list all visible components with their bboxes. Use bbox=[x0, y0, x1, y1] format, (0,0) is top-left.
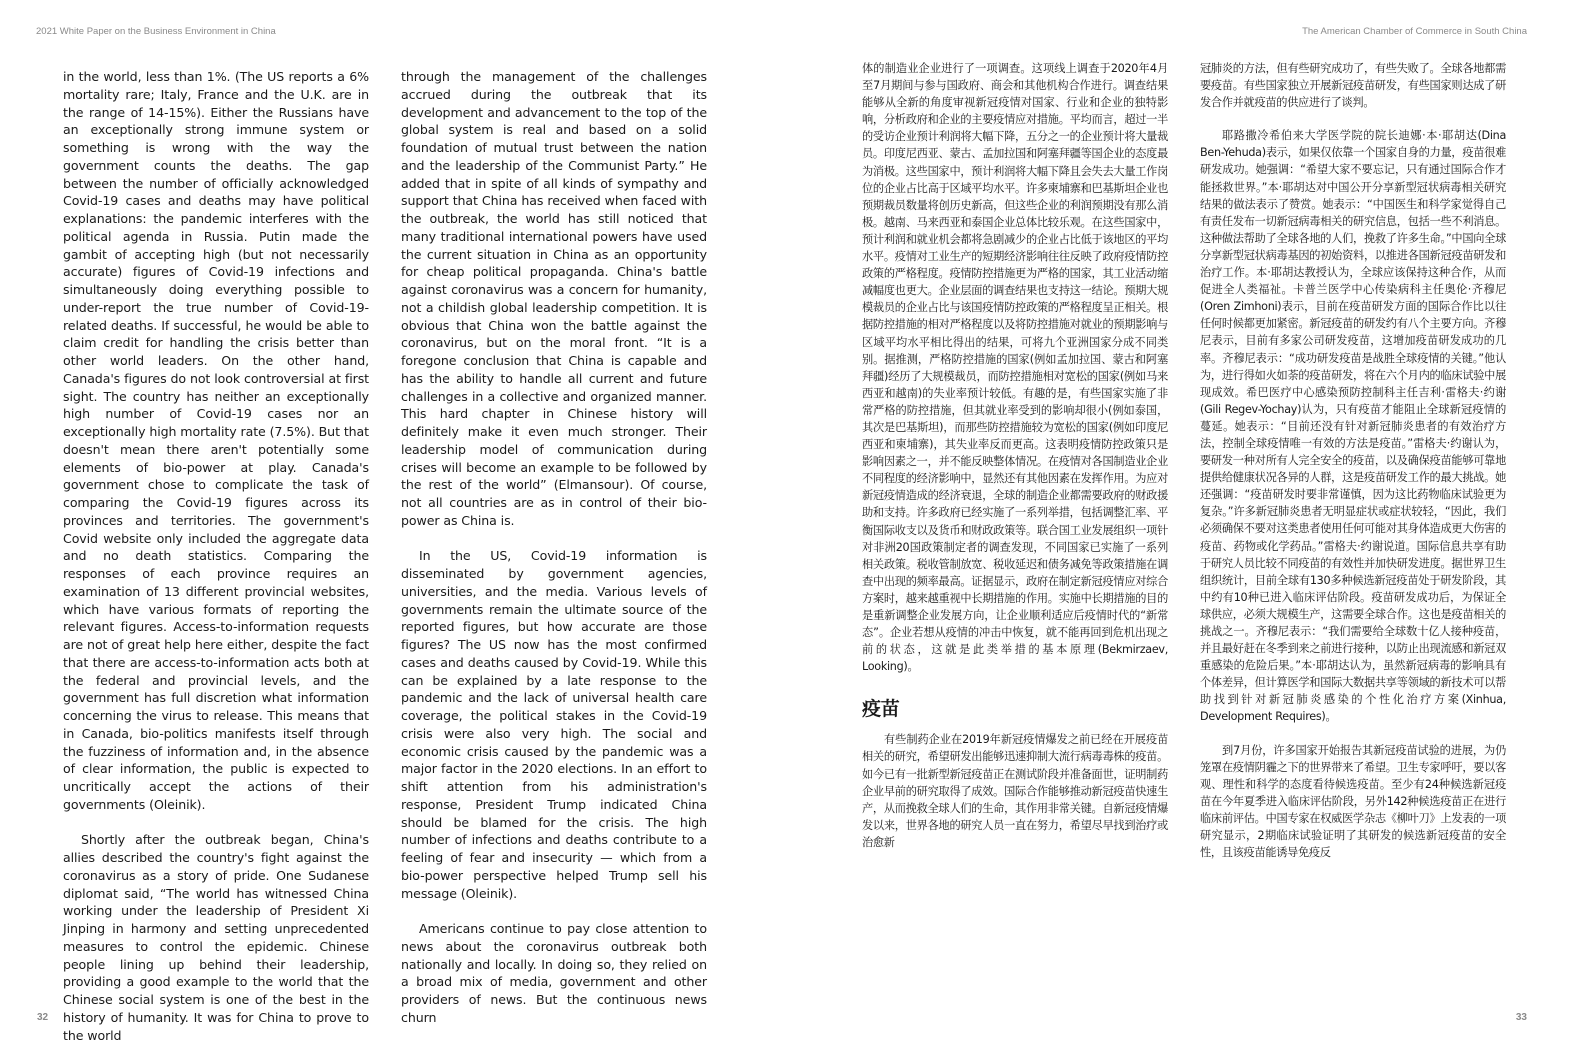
paragraph: 冠肺炎的方法，但有些研究成功了，有些失败了。全球各地都需要疫苗。有些国家独立开展新冠疫苗研发，有些国家则达成了研发合作并就疫苗的供应进行了谈判。 bbox=[1200, 62, 1506, 110]
paragraph: 到7月份，许多国家开始报告其新冠疫苗试验的进展，为仍笼罩在疫情阴霾之下的世界带来了希望。卫生专家呼吁，要以客观、理性和科学的态度看待候选疫苗。至少有24种候选新冠疫苗在今年夏季进入临床评估阶段，另外142种候选疫苗正在进行临床前评估。中国专家在权威医学杂志《柳叶刀》上发表的一项研究显示，2期临床试验证明了其研发的候选新冠疫苗的安全性，且该疫苗能诱导免疫反 bbox=[1200, 743, 1506, 860]
page-number-left: 32 bbox=[37, 1012, 49, 1023]
right-page-column-1 bbox=[862, 60, 1168, 975]
page-number-right: 33 bbox=[1515, 1012, 1527, 1023]
left-page-column-2 bbox=[401, 68, 707, 1025]
section-heading: 疫苗 bbox=[862, 698, 900, 721]
paragraph: in the world, less than 1%. (The US reports a 6% mortality rare; Italy, France and the U.K. are in the range of 14-15%). Either the Russians have an exceptionally strong immune system or something is wrong with the way the government counts the deaths. The gap between the number of officially acknowledged Covid-19 cases and deaths may have political explanations: the pandemic interferes with the political agenda in Russia. Putin made the gambit of accepting high (but not necessarily accurate) figures of Covid-19 infections and simultaneously doing everything possible to under-report the true number of Covid-19-related deaths. If successful, he would be able to claim credit for handling the crisis better than other world leaders. On the other hand, Canada's figures do not look controversial at first sight. The country has neither an exceptionally high number of Covid-19 cases nor an exceptionally high mortality rate (7.5%). But that doesn't mean there aren't potentially some elements of bio-power at play. Canada's government chose to complicate the task of comparing the Covid-19 figures across its provinces and territories. The government's Covid website only included the aggregate data and no death statistics. Comparing the responses of each province requires an examination of 13 different provincial websites, which have various formats of reporting the relevant figures. Access-to-information requests are not of great help here either, despite the fact that there are access-to-information acts both at the federal and provincial levels, and the government has full discretion what information concerning the virus to release. This means that in Canada, bio-politics manifests itself through the fuzziness of information and, in the absence of clear information, the public is expected to uncritically accept the actions of their governments (Oleinik). bbox=[63, 69, 369, 812]
paragraph: Americans continue to pay close attention to news about the coronavirus outbreak both nationally and locally. In doing so, they relied on a broad mix of media, government and other providers of news. But the continuous news churn bbox=[401, 921, 707, 1025]
paragraph: 体的制造业企业进行了一项调查。这项线上调查于2020年4月至7月期间与参与国政府、商会和其他机构合作进行。调查结果能够从全新的角度审视新冠疫情对国家、行业和企业的独特影响，分析政府和企业的主要疫情应对措施。平均而言，超过一半的受访企业预计利润将大幅下降，五分之一的企业预计将大量裁员。印度尼西亚、蒙古、孟加拉国和阿塞拜疆等国企业的态度最为消极。这些国家中，预计利润将大幅下降且会失去大量工作岗位的企业占比高于区域平均水平。许多柬埔寨和巴基斯坦企业也预期裁员数量将创历史新高，但这些企业的利润预期没有那么消极。越南、马来西亚和泰国企业总体比较乐观。在这些国家中，预计利润和就业机会都将急剧减少的企业占比低于该地区的平均水平。疫情对工业生产的短期经济影响往往反映了政府疫情防控政策的严格程度。疫情防控措施更为严格的国家，其工业活动缩减幅度也更大。企业层面的调查结果也支持这一结论。预期大规模裁员的企业占比与该国疫情防控政策的严格程度呈正相关。根据防控措施的相对严格程度以及将防控措施对就业的预期影响与区域平均水平相比得出的结果，可将九个亚洲国家分成不同类别。据推测，严格防控措施的国家(例如孟加拉国、蒙古和阿塞拜疆)经历了大规模裁员，而防控措施相对宽松的国家(例如马来西亚和越南)的失业率预计较低。有趣的是，有些国家实施了非常严格的防控措施，但其就业率受到的影响却很小(例如泰国，其次是巴基斯坦)，而那些防控措施较为宽松的国家(例如印度尼西亚和柬埔寨)，其失业率反而更高。这表明疫情防控政策只是影响因素之一，并不能反映整体情况。在疫情对各国制造业企业不同程度的经济影响中，显然还有其他因素在发挥作用。为应对新冠疫情造成的经济衰退，全球的制造企业都需要政府的财政援助和支持。许多政府已经实施了一系列举措，包括调整汇率、平衡国际收支以及货币和财政政策等。联合国工业发展组织一项针对非洲20国政策制定者的调查发现，不同国家已实施了一系列相关政策。税收管制放宽、税收延迟和债务减免等政策措施在调查中出现的频率最高。证据显示，政府在制定新冠疫情应对综合方案时，越来越重视中长期措施的作用。实施中长期措施的目的是重新调整企业发展方向，让企业顺利适应后疫情时代的“新常态”。企业若想从疫情的冲击中恢复，就不能再回到危机出现之前的状态，这就是此类举措的基本原理(Bekmirzaev, Looking)。 bbox=[862, 62, 1168, 674]
paragraph: 耶路撒冷希伯来大学医学院的院长迪娜·本·耶胡达(Dina Ben-Yehuda)表示，如果仅依靠一个国家自身的力量，疫苗很难研发成功。她强调：“希望大家不要忘记，只有通过国际合作才能拯救世界。”本·耶胡达对中国公开分享新型冠状病毒相关研究结果的做法表示了赞赏。她表示：“中国医生和科学家觉得自己有责任发布一切新冠病毒相关的研究信息，包括一些不利消息。这种做法帮助了全球各地的人们，挽救了许多生命。”中国向全球分享新型冠状病毒基因的初始资料，以推进各国新冠疫苗研发和治疗工作。本·耶胡达教授认为，全球应该保持这种合作，从而促进全人类福祉。卡普兰医学中心传染病科主任奥伦·齐穆尼(Oren Zimhoni)表示，目前在疫苗研发方面的国际合作比以往任何时候都更加紧密。新冠疫苗的研发约有八个主要方向。齐穆尼表示，目前有多家公司研发疫苗，这增加疫苗研发成功的几率。齐穆尼表示：“成功研发疫苗是战胜全球疫情的关键。”他认为，进行得如火如荼的疫苗研发，将在六个月内的临床试验中展现成效。希巴医疗中心感染预防控制科主任吉利·雷格夫·约谢(Gili Regev-Yochay)认为，只有疫苗才能阻止全球新冠疫情的蔓延。她表示：“目前还没有针对新冠肺炎患者的有效治疗方法，控制全球疫情唯一有效的方法是疫苗。”雷格夫·约谢认为，要研发一种对所有人完全安全的疫苗，以及确保疫苗能够可靠地提供给健康状况各异的人群，这是疫苗研发工作的最大挑战。她还强调：“疫苗研发时要非常谨慎，因为这比药物临床试验更为复杂。”许多新冠肺炎患者无明显症状或症状较轻，“因此，我们必须确保不要对这类患者使用任何可能对其身体造成更大伤害的疫苗、药物或化学药品。”雷格夫·约谢说道。国际信息共享有助于研究人员比较不同疫苗的有效性并加快研发进度。据世界卫生组织统计，目前全球有130多种候选新冠疫苗处于研发阶段，其中约有10种已进入临床评估阶段。疫苗研发成功后，为保证全球供应，必须大规模生产，这需要全球合作。这也是疫苗相关的挑战之一。齐穆尼表示：“我们需要给全球数十亿人接种疫苗，并且最好赶在冬季到来之前进行接种，以防止出现流感和新冠双重感染的危险后果。”本·耶胡达认为，虽然新冠病毒的影响具有个体差异，但计算医学和国际大数据共享等领域的新技术可以帮助找到针对新冠肺炎感染的个性化治疗方案(Xinhua, Development Requires)。 bbox=[1200, 129, 1506, 724]
header-right-title: The American Chamber of Commerce in South China bbox=[1302, 26, 1527, 37]
paragraph: through the management of the challenges accrued during the outbreak that its development and advancement to the top of the global system is real and based on a solid foundation of mutual trust between the nation and the leadership of the Communist Party.” He added that in spite of all kinds of sympathy and support that China has received when faced with the outbreak, the world has still noticed that many traditional international powers have used the current situation in China as an opportunity for cheap political propaganda. China's battle against coronavirus was a concern for humanity, not a childish global leadership competition. It is obvious that China won the battle against the coronavirus, but on the moral front. “It is a foregone conclusion that China is capable and has the ability to handle all current and future challenges in a collective and organized manner. This hard chapter in Chinese history will definitely make it even much stronger. Their leadership model of communication during crises will become an example to be followed by the rest of the world” (Elmansour). Of course, not all countries are as in control of their bio-power as China is. bbox=[401, 69, 707, 528]
paragraph: Shortly after the outbreak began, China's allies described the country's fight against the coronavirus as a story of pride. One Sudanese diplomat said, “The world has witnessed China working under the leadership of President Xi Jinping in harmony and setting unprecedented measures to control the epidemic. Chinese people lining up behind their leadership, providing a good example to the world that the Chinese social system is one of the best in the history of humanity. It was for China to prove to the world bbox=[63, 832, 369, 1043]
header-left-title: 2021 White Paper on the Business Environment in China bbox=[36, 26, 276, 37]
left-page-column-1 bbox=[63, 68, 369, 1043]
right-page-column-2 bbox=[1200, 60, 1506, 975]
paragraph: 有些制药企业在2019年新冠疫情爆发之前已经在开展疫苗相关的研究，希望研发出能够迅速抑制大流行病毒毒株的疫苗。如今已有一批新型新冠疫苗正在测试阶段并准备面世，证明制药企业早前的研究取得了成效。国际合作能够推动新冠疫苗快速生产，从而挽救全球人们的生命，其作用非常关键。自新冠疫情爆发以来，世界各地的研究人员一直在努力，希望尽早找到治疗或治愈新 bbox=[862, 733, 1168, 849]
paragraph: In the US, Covid-19 information is disseminated by government agencies, universities, and the media. Various levels of governments remain the ultimate source of the reported figures, but how accurate are those figures? The US now has the most confirmed cases and deaths caused by Covid-19. While this can be explained by a late response to the pandemic and the lack of universal health care coverage, the political stakes in the Covid-19 crisis were also very high. The social and economic crisis caused by the pandemic was a major factor in the 2020 elections. In an effort to shift attention from his administration's response, President Trump indicated China should be blamed for the crisis. The high number of infections and deaths contribute to a feeling of fear and insecurity — which from a bio-power perspective helped Trump sell his message (Oleinik). bbox=[401, 548, 707, 901]
